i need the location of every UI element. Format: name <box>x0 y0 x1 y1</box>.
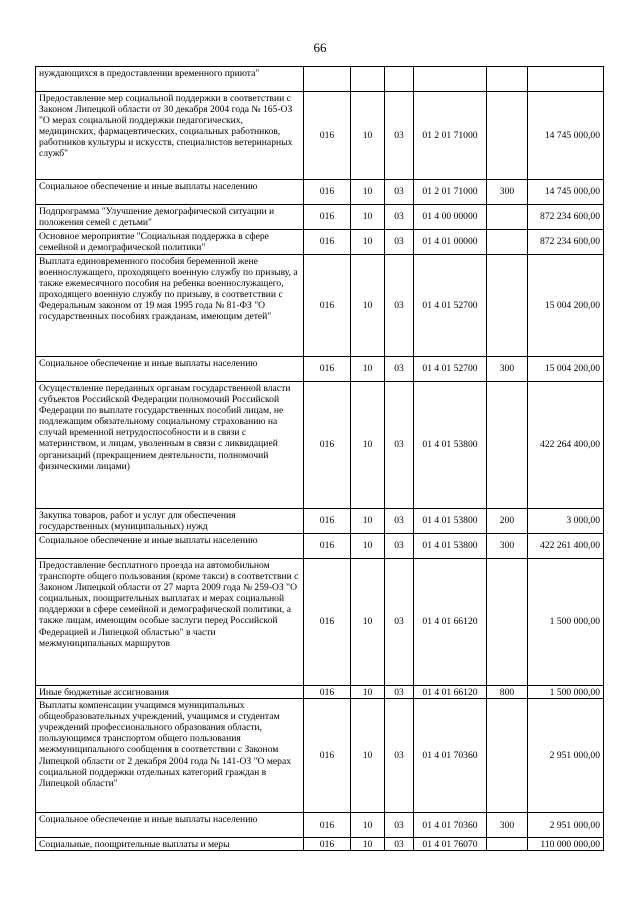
target-code: 01 4 00 00000 <box>414 205 487 230</box>
admin-code: 016 <box>304 813 351 838</box>
expense-type <box>487 255 528 357</box>
admin-code: 016 <box>304 357 351 382</box>
expense-type <box>487 699 528 813</box>
table-row <box>36 838 604 851</box>
amount: 1 500 000,00 <box>528 559 604 686</box>
subsection-code: 03 <box>385 92 414 180</box>
table-row <box>36 686 604 699</box>
expense-type <box>487 92 528 180</box>
table-row <box>36 813 604 838</box>
admin-code: 016 <box>304 180 351 205</box>
target-code: 01 4 01 53800 <box>414 509 487 534</box>
table-row <box>36 205 604 230</box>
target-code: 01 2 01 71000 <box>414 92 487 180</box>
subsection-code: 03 <box>385 559 414 686</box>
section-code: 10 <box>351 180 385 205</box>
section-code: 10 <box>351 686 385 699</box>
section-code: 10 <box>351 559 385 686</box>
section-code: 10 <box>351 813 385 838</box>
target-code <box>414 67 487 92</box>
target-code: 01 4 01 53800 <box>414 534 487 559</box>
section-code: 10 <box>351 534 385 559</box>
table-row <box>36 509 604 534</box>
amount <box>528 67 604 92</box>
target-code: 01 4 01 70360 <box>414 813 487 838</box>
admin-code: 016 <box>304 205 351 230</box>
page-number: 66 <box>313 40 327 55</box>
row-name: Социальное обеспечение и иные выплаты населению <box>36 813 304 838</box>
admin-code <box>304 67 351 92</box>
section-code: 10 <box>351 230 385 255</box>
subsection-code: 03 <box>385 205 414 230</box>
target-code: 01 4 01 53800 <box>414 382 487 509</box>
amount: 872 234 600,00 <box>528 205 604 230</box>
subsection-code: 03 <box>385 230 414 255</box>
subsection-code: 03 <box>385 180 414 205</box>
target-code: 01 4 01 66120 <box>414 686 487 699</box>
table-row <box>36 230 604 255</box>
row-name: Основное мероприятие "Социальная поддержка в сфере семейной и демографической политики" <box>36 230 304 255</box>
admin-code: 016 <box>304 686 351 699</box>
subsection-code: 03 <box>385 382 414 509</box>
expense-type: 300 <box>487 534 528 559</box>
table-row <box>36 559 604 686</box>
row-name: Подпрограмма "Улучшение демографической ситуации и положения семей с детьми" <box>36 205 304 230</box>
table-row <box>36 180 604 205</box>
section-code: 10 <box>351 699 385 813</box>
section-code: 10 <box>351 357 385 382</box>
expense-type: 300 <box>487 357 528 382</box>
subsection-code: 03 <box>385 255 414 357</box>
subsection-code: 03 <box>385 534 414 559</box>
amount: 15 004 200,00 <box>528 357 604 382</box>
admin-code: 016 <box>304 838 351 851</box>
amount: 422 261 400,00 <box>528 534 604 559</box>
target-code: 01 4 01 66120 <box>414 559 487 686</box>
expense-type: 200 <box>487 509 528 534</box>
row-name: Социальные, поощрительные выплаты и меры <box>36 838 304 851</box>
amount: 14 745 000,00 <box>528 92 604 180</box>
admin-code: 016 <box>304 230 351 255</box>
target-code: 01 4 01 52700 <box>414 357 487 382</box>
target-code: 01 4 01 52700 <box>414 255 487 357</box>
section-code: 10 <box>351 92 385 180</box>
subsection-code: 03 <box>385 813 414 838</box>
target-code: 01 2 01 71000 <box>414 180 487 205</box>
expense-type <box>487 67 528 92</box>
admin-code: 016 <box>304 509 351 534</box>
amount: 1 500 000,00 <box>528 686 604 699</box>
section-code: 10 <box>351 509 385 534</box>
amount: 14 745 000,00 <box>528 180 604 205</box>
expense-type <box>487 205 528 230</box>
subsection-code: 03 <box>385 509 414 534</box>
target-code: 01 4 01 00000 <box>414 230 487 255</box>
row-name: Предоставление мер социальной поддержки в соответствии с Законом Липецкой области от 30 декабря 2004 года № 165-ОЗ "О мерах социальной поддержки педагогических, медицинских, фармацевтических, социальных работников, работников культуры и искусств, специалистов ветеринарных служб" <box>36 92 304 180</box>
table-row <box>36 92 604 180</box>
subsection-code <box>385 67 414 92</box>
expense-type <box>487 838 528 851</box>
row-name: Социальное обеспечение и иные выплаты населению <box>36 180 304 205</box>
row-name: нуждающихся в предоставлении временного приюта" <box>36 67 304 92</box>
amount: 3 000,00 <box>528 509 604 534</box>
admin-code: 016 <box>304 534 351 559</box>
amount: 2 951 000,00 <box>528 699 604 813</box>
amount: 15 004 200,00 <box>528 255 604 357</box>
row-name: Закупка товаров, работ и услуг для обеспечения государственных (муниципальных) нужд <box>36 509 304 534</box>
expense-type: 800 <box>487 686 528 699</box>
row-name: Выплата единовременного пособия беременной жене военнослужащего, проходящего военную службу по призыву, а также ежемесячного пособия на ребенка военнослужащего, проходящего военную службу по призыву, в соответствии с Федеральным законом от 19 мая 1995 года № 81-ФЗ "О государственных пособиях гражданам, имеющим детей" <box>36 255 304 357</box>
table-row <box>36 67 604 92</box>
admin-code: 016 <box>304 382 351 509</box>
section-code: 10 <box>351 255 385 357</box>
row-name: Осуществление переданных органам государственной власти субъектов Российской Федерации полномочий Российской Федерации по выплате государственных пособий лицам, не подлежащим обязательному социальному страхованию на случай временной нетрудоспособности и в связи с материнством, и лицам, уволенным в связи с ликвидацией организаций (прекращением деятельности, полномочий физическими лицами) <box>36 382 304 509</box>
amount: 422 264 400,00 <box>528 382 604 509</box>
expense-type: 300 <box>487 813 528 838</box>
amount: 872 234 600,00 <box>528 230 604 255</box>
expense-type <box>487 382 528 509</box>
table-row <box>36 357 604 382</box>
expense-type: 300 <box>487 180 528 205</box>
section-code: 10 <box>351 382 385 509</box>
row-name: Социальное обеспечение и иные выплаты населению <box>36 357 304 382</box>
admin-code: 016 <box>304 255 351 357</box>
budget-table <box>35 66 604 851</box>
amount: 110 000 000,00 <box>528 838 604 851</box>
table-row <box>36 382 604 509</box>
subsection-code: 03 <box>385 699 414 813</box>
expense-type <box>487 230 528 255</box>
row-name: Выплаты компенсации учащимся муниципальных общеобразовательных учреждений, учащимся и студентам учреждений профессионального образования области, пользующимся транспортом общего пользования межмуниципального сообщения в соответствии с Законом Липецкой области от 2 декабря 2004 года № 141-ОЗ "О мерах социальной поддержки отдельных категорий граждан в Липецкой области" <box>36 699 304 813</box>
row-name: Предоставление бесплатного проезда на автомобильном транспорте общего пользования (кроме такси) в соответствии с Законом Липецкой области от 27 марта 2009 года № 259-ОЗ "О социальных, поощрительных выплатах и мерах социальной поддержки в сфере семейной и демографической политики, а также лицам, имеющим особые заслуги перед Российской Федерацией и Липецкой областью" в части межмуниципальных маршрутов <box>36 559 304 686</box>
subsection-code: 03 <box>385 357 414 382</box>
amount: 2 951 000,00 <box>528 813 604 838</box>
section-code: 10 <box>351 838 385 851</box>
admin-code: 016 <box>304 559 351 686</box>
section-code <box>351 67 385 92</box>
table-row <box>36 699 604 813</box>
subsection-code: 03 <box>385 686 414 699</box>
table-row <box>36 255 604 357</box>
row-name: Иные бюджетные ассигнования <box>36 686 304 699</box>
target-code: 01 4 01 76070 <box>414 838 487 851</box>
expense-type <box>487 559 528 686</box>
section-code: 10 <box>351 205 385 230</box>
table-row <box>36 534 604 559</box>
admin-code: 016 <box>304 92 351 180</box>
row-name: Социальное обеспечение и иные выплаты населению <box>36 534 304 559</box>
admin-code: 016 <box>304 699 351 813</box>
subsection-code: 03 <box>385 838 414 851</box>
target-code: 01 4 01 70360 <box>414 699 487 813</box>
